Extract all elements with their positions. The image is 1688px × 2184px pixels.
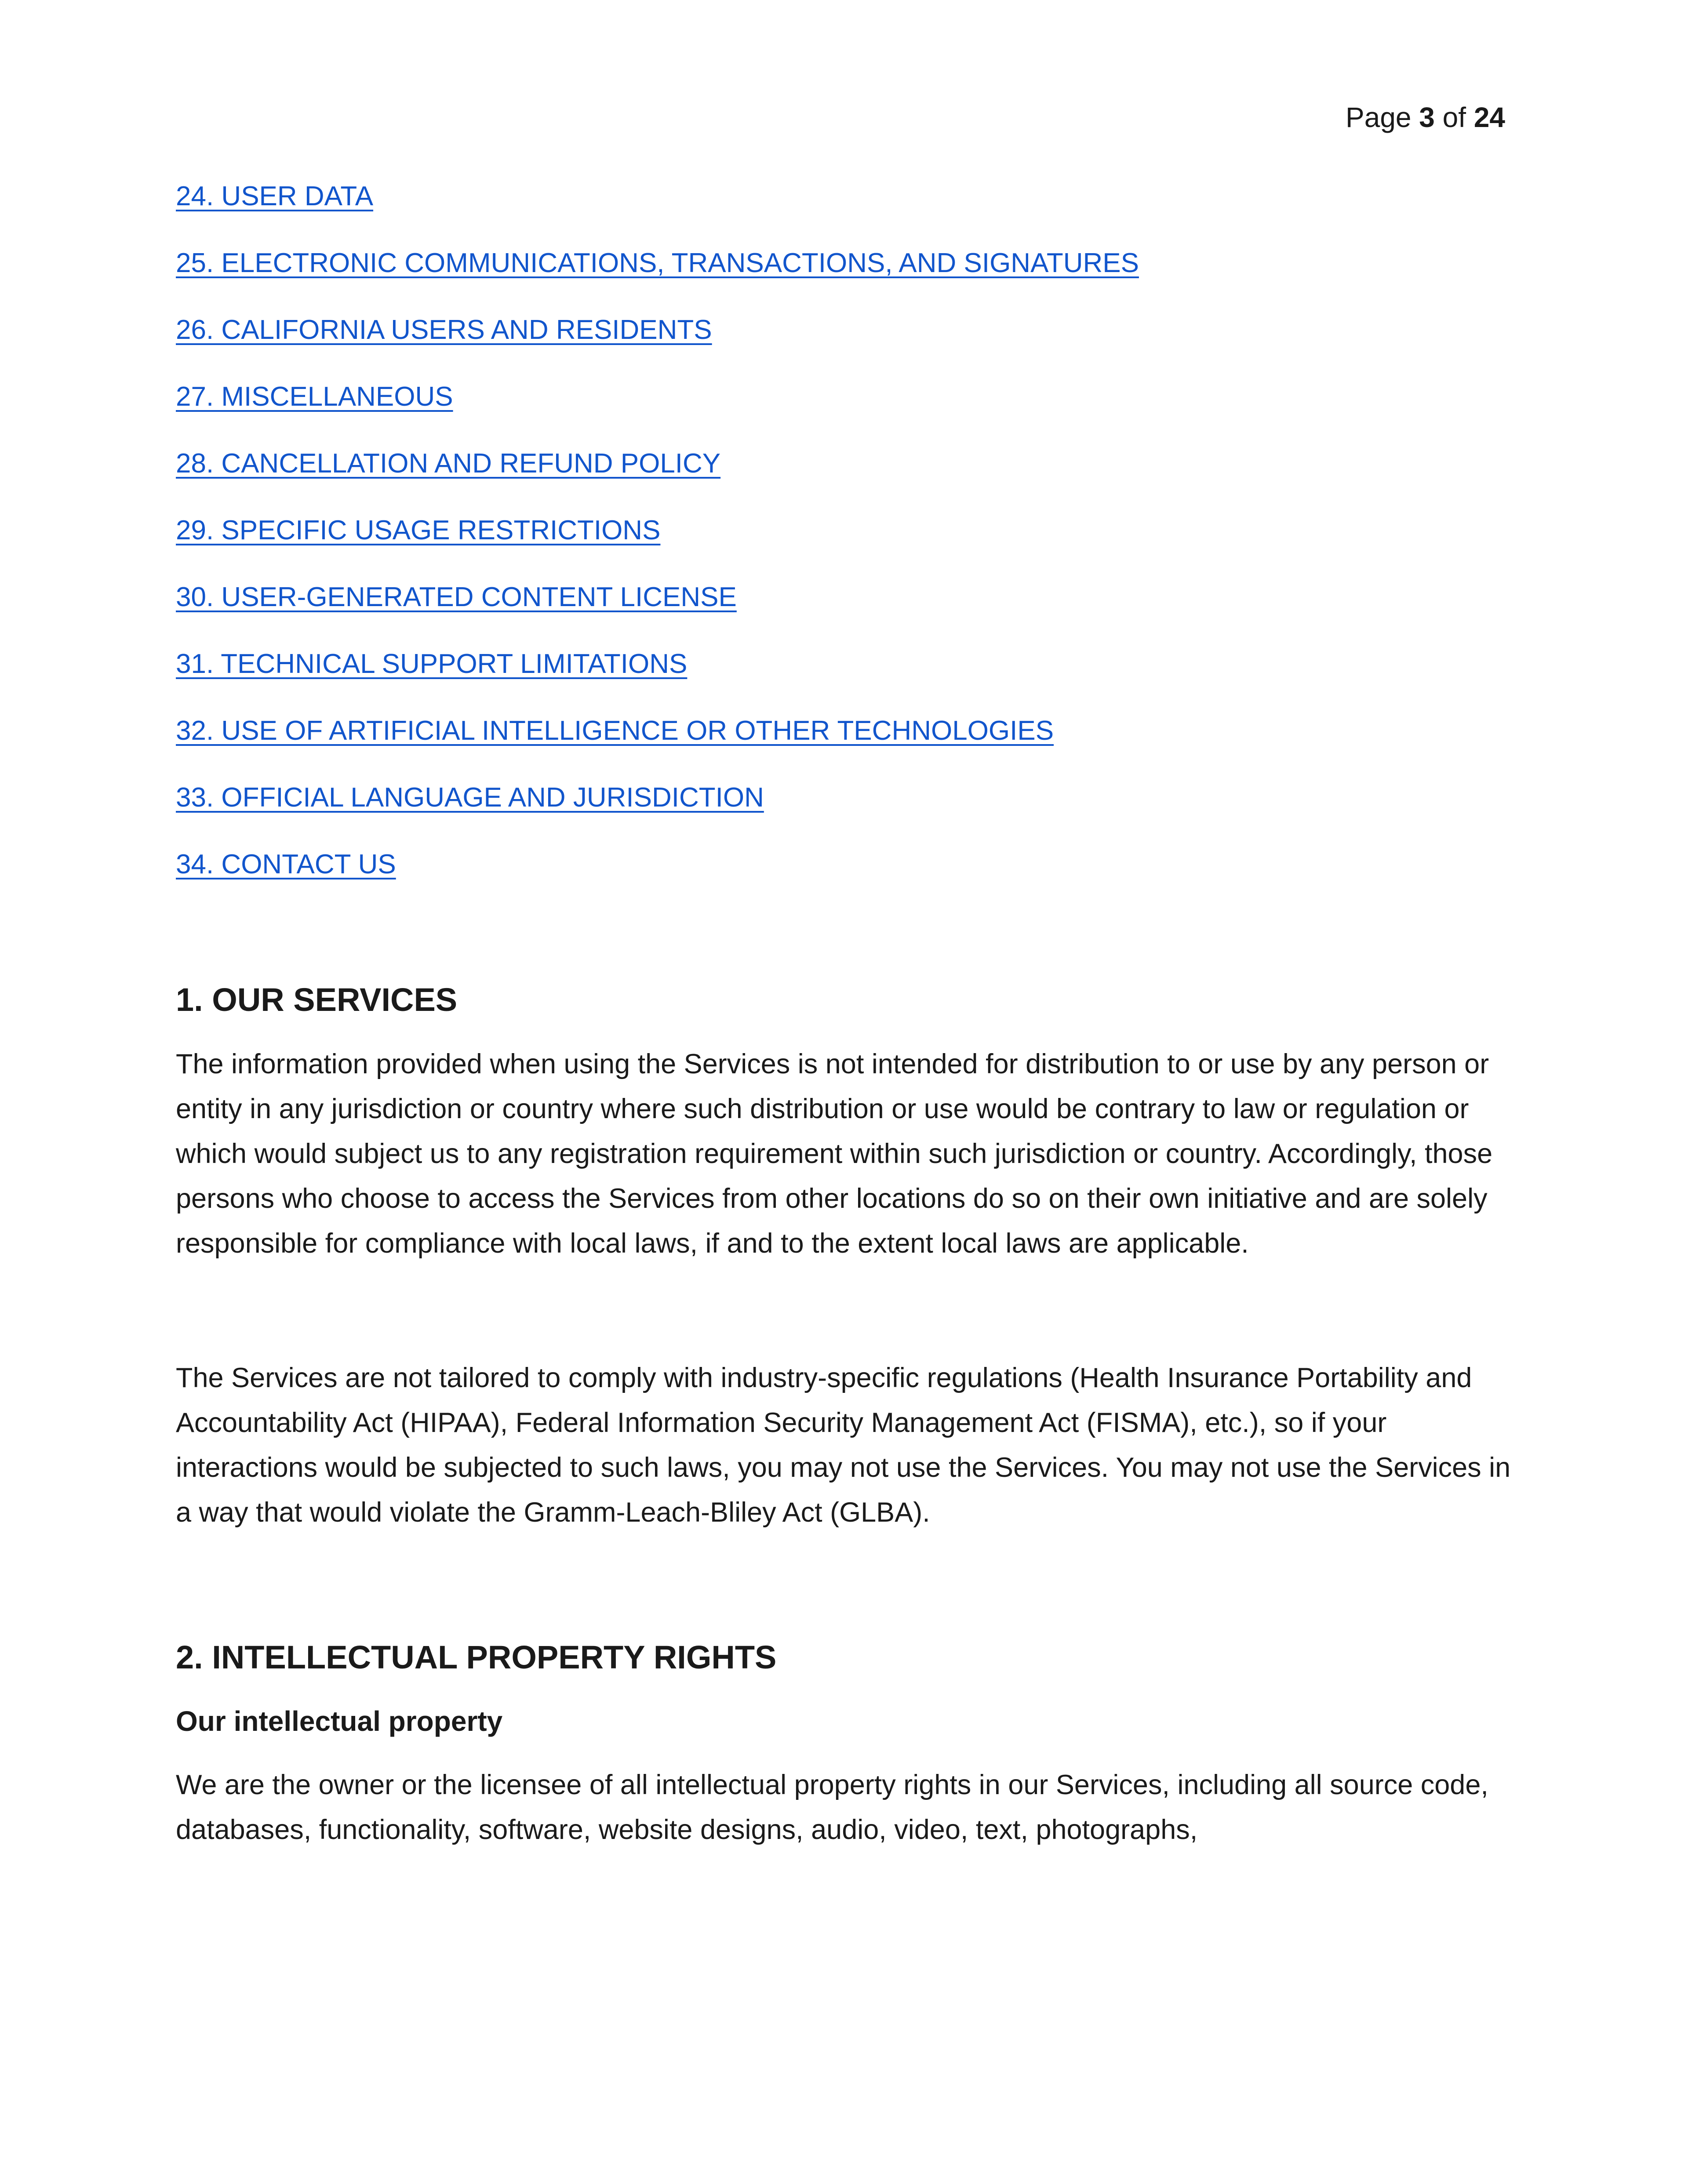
subheading-our-intellectual-property: Our intellectual property [176, 1705, 503, 1737]
toc-link-official-language[interactable]: 33. OFFICIAL LANGUAGE AND JURISDICTION [176, 782, 764, 813]
section-heading-intellectual-property: 2. INTELLECTUAL PROPERTY RIGHTS [176, 1639, 777, 1675]
toc-item [176, 778, 1503, 845]
toc-item [176, 243, 1503, 310]
toc-link-california-users[interactable]: 26. CALIFORNIA USERS AND RESIDENTS [176, 315, 712, 345]
toc-link-miscellaneous[interactable]: 27. MISCELLANEOUS [176, 382, 453, 412]
page-number-prefix: Page [1346, 102, 1412, 133]
table-of-contents [176, 177, 1503, 912]
toc-item [176, 711, 1503, 778]
toc-link-user-generated-content[interactable]: 30. USER-GENERATED CONTENT LICENSE [176, 582, 737, 612]
page-number-total: 24 [1473, 102, 1505, 133]
toc-link-usage-restrictions[interactable]: 29. SPECIFIC USAGE RESTRICTIONS [176, 515, 661, 545]
toc-link-cancellation-refund[interactable]: 28. CANCELLATION AND REFUND POLICY [176, 448, 721, 479]
toc-link-contact-us[interactable]: 34. CONTACT US [176, 849, 396, 879]
toc-item [176, 310, 1503, 377]
paragraph: The Services are not tailored to comply with industry-specific regulations (Health Insurance Portability and Accountability Act (HIPAA), Federal Information Security Management Act (FISMA), etc.), so if your interactions would be subjected to such laws, you may not use the Services. You may not use the Services in a way that would violate the Gramm-Leach-Bliley Act (GLBA). [176, 1363, 1511, 1528]
toc-item [176, 444, 1503, 511]
toc-link-electronic-communications[interactable]: 25. ELECTRONIC COMMUNICATIONS, TRANSACTIONS, AND SIGNATURES [176, 248, 1139, 278]
paragraph: We are the owner or the licensee of all intellectual property rights in our Services, including all source code, databases, functionality, software, website designs, audio, video, text, photographs, [176, 1770, 1488, 1845]
page-number-current: 3 [1419, 102, 1435, 133]
section-heading-our-services: 1. OUR SERVICES [176, 981, 458, 1018]
toc-item [176, 578, 1503, 644]
document-body [176, 976, 1521, 1852]
toc-item [176, 644, 1503, 711]
page-number-separator: of [1442, 102, 1466, 133]
toc-item [176, 511, 1503, 578]
toc-link-technical-support[interactable]: 31. TECHNICAL SUPPORT LIMITATIONS [176, 649, 688, 679]
toc-link-user-data[interactable]: 24. USER DATA [176, 181, 374, 211]
toc-item [176, 845, 1503, 912]
toc-item [176, 377, 1503, 444]
page-number [1346, 98, 1505, 137]
toc-item [176, 177, 1503, 243]
paragraph: The information provided when using the Services is not intended for distribution to or use by any person or entity in any jurisdiction or country where such distribution or use would be contrary to law or regulation or which would subject us to any registration requirement within such jurisdiction or country. Accordingly, those persons who choose to access the Services from other locations do so on their own initiative and are solely responsible for compliance with local laws, if and to the extent local laws are applicable. [176, 1049, 1493, 1259]
toc-link-artificial-intelligence[interactable]: 32. USE OF ARTIFICIAL INTELLIGENCE OR OTHER TECHNOLOGIES [176, 716, 1054, 746]
